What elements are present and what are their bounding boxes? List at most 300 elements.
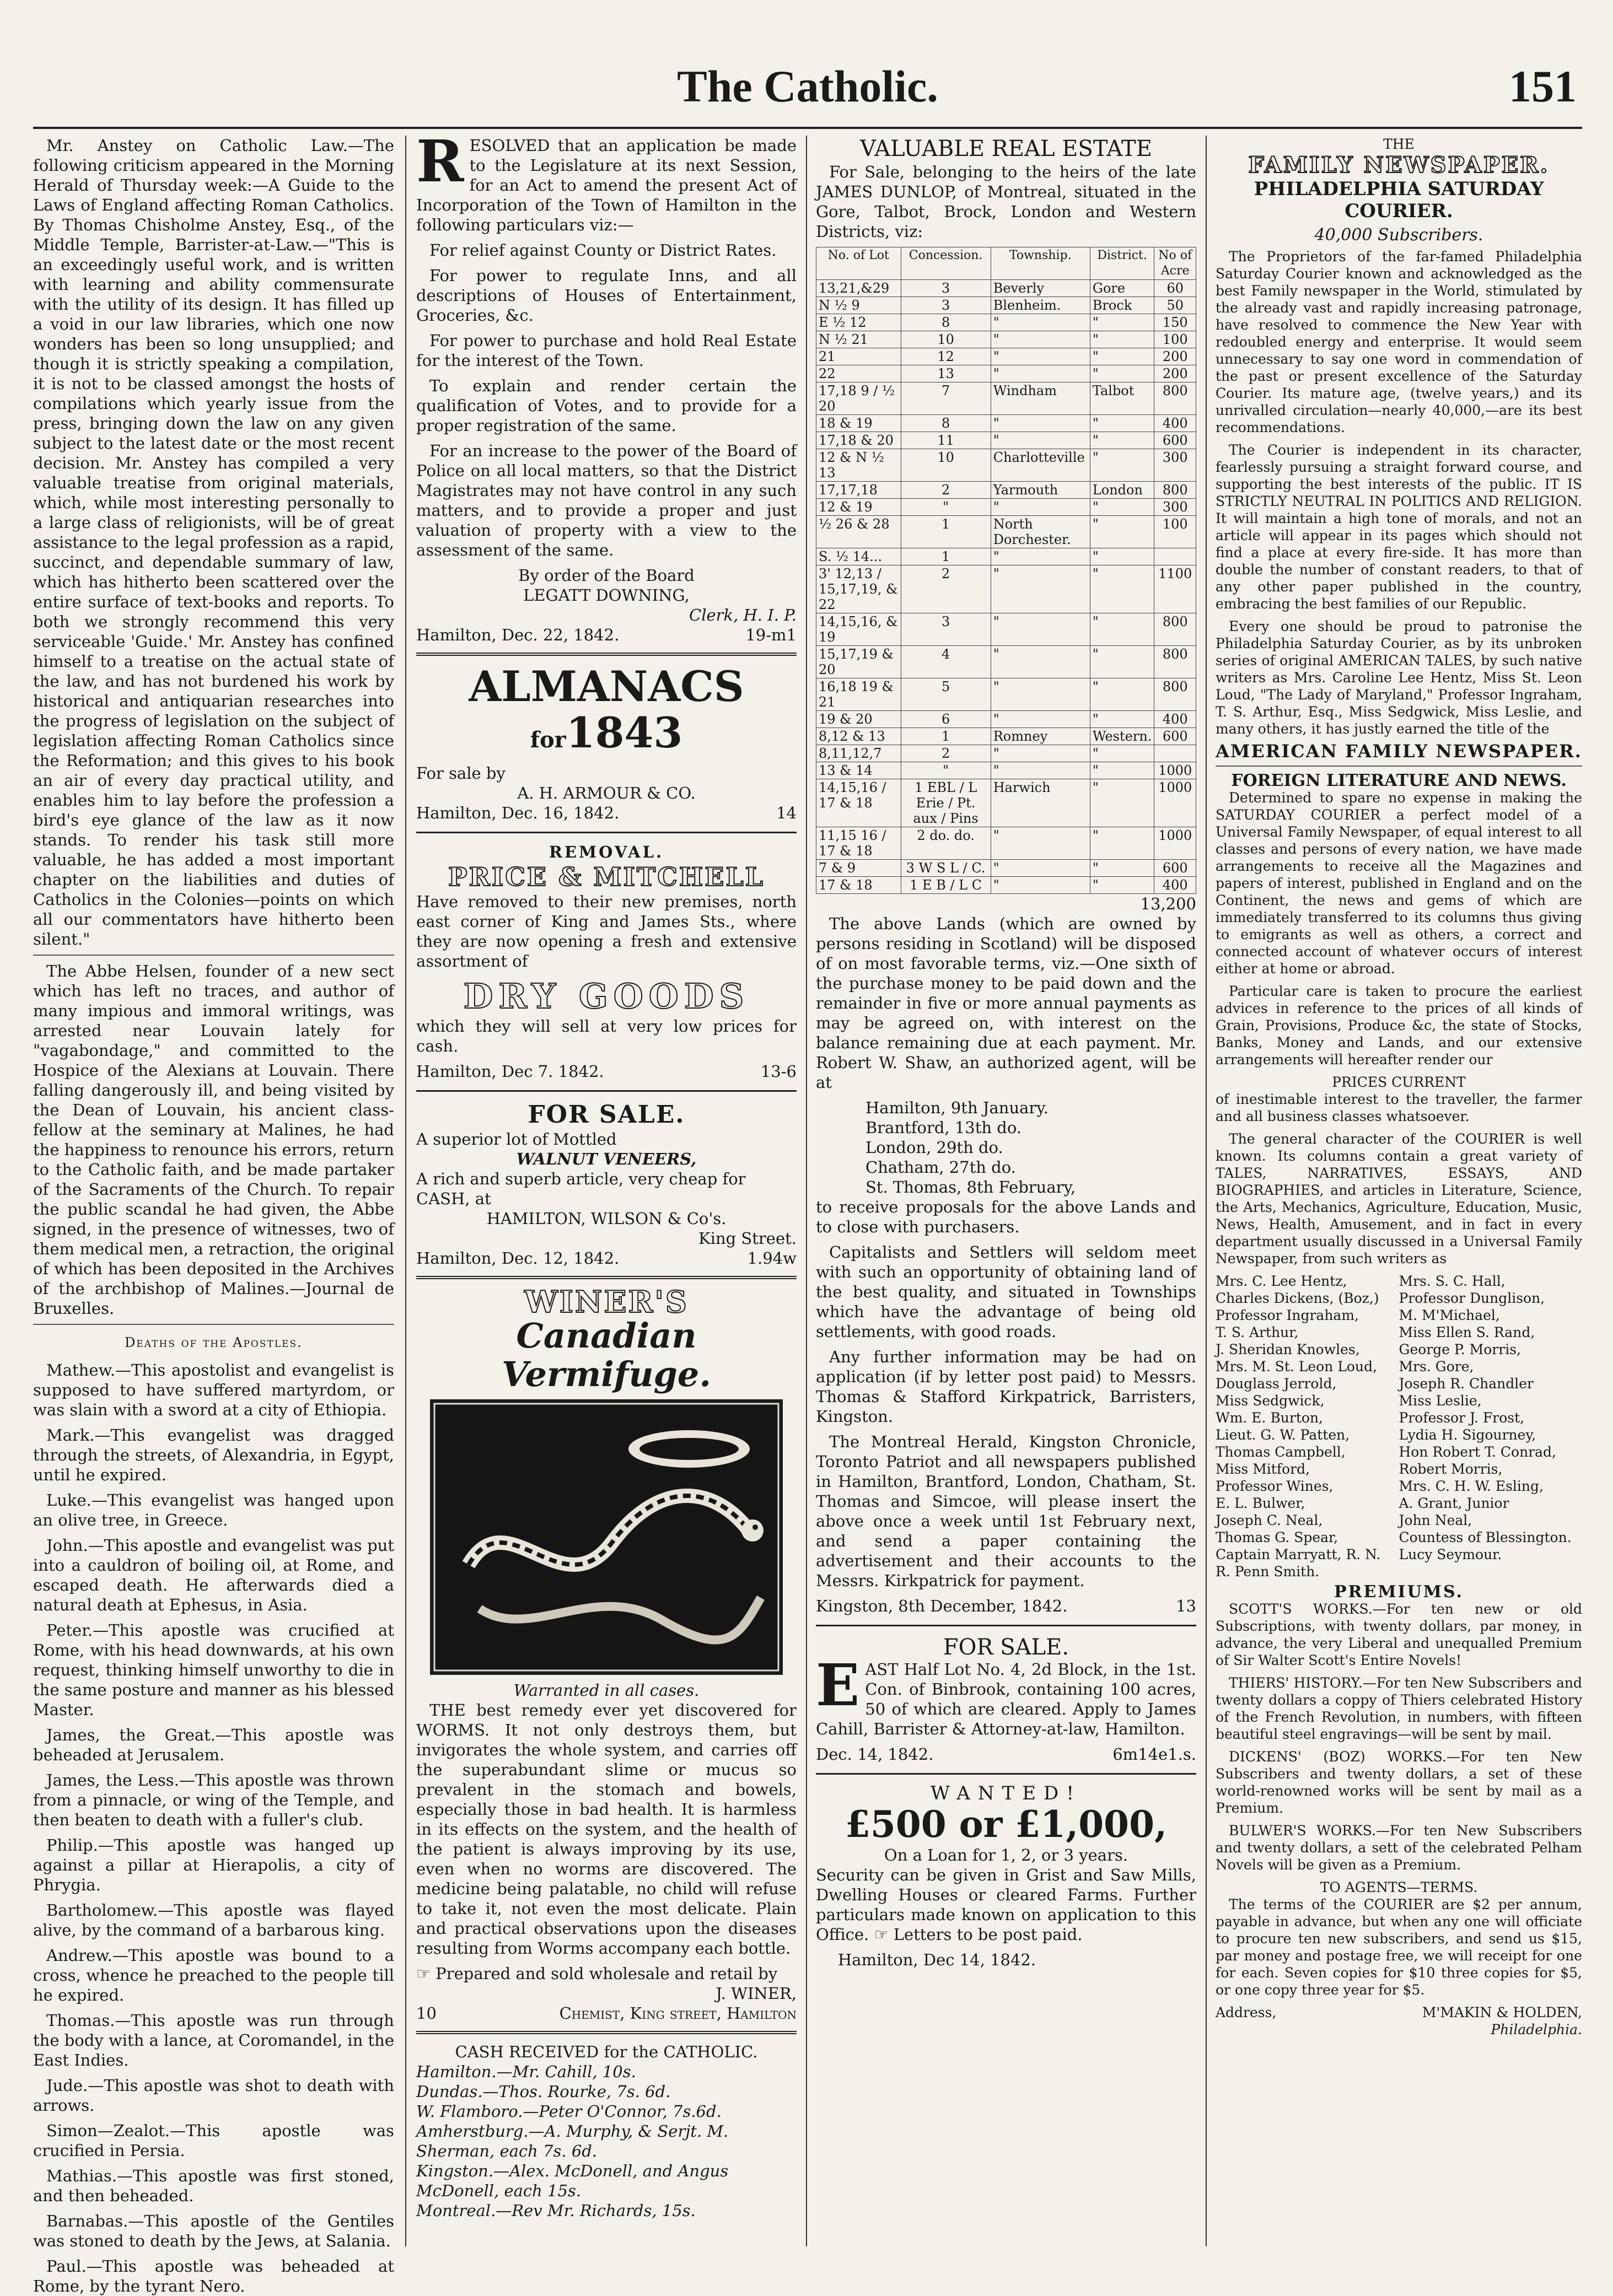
table-cell: 14,15,16 / 17 & 18 <box>816 779 901 827</box>
removal-text: Have removed to their new premises, north east corner of King and James Sts., where they are now opening a fresh and extensive assortment of <box>416 892 797 971</box>
courier-paragraph: of inestimable interest to the traveller, the farmer and all business classes whatsoever. <box>1216 1091 1582 1124</box>
writer-name: Douglass Jerrold, <box>1216 1376 1337 1392</box>
writer-name: J. Sheridan Knowles, <box>1216 1341 1360 1357</box>
helsen-article: The Abbe Helsen, founder of a new sect which has left no traces, and author of many impious and immoral writings, was arrested near Louvain lately for "vagabondage," and committed to the Hospice of the Alexians at Louvain. There falling dangerously ill, and being visited by the Dean of Louvain, his ancient class-fellow at the seminary at Malines, he had the happiness to renounce his errors, return to the Catholic faith, and be made partaker of the Sacraments of the Church. To repair the public scandal he had given, the Abbe signed, in the presence of witnesses, two of them medical men, a retraction, the original of which has been deposited in the Archives of the archbishop of Malines.—Journal de Bruxelles. <box>33 962 394 1318</box>
lands-table-body <box>816 280 1196 894</box>
table-cell: " <box>991 877 1090 894</box>
writer-name: Thomas Campbell, <box>1216 1444 1346 1460</box>
table-cell: 17 & 18 <box>816 877 901 894</box>
table-cell: " <box>991 499 1090 516</box>
estate-total: 13,200 <box>1140 894 1196 913</box>
writers-list <box>1216 1273 1582 1580</box>
resolved-notice <box>416 127 797 645</box>
table-cell: 17,18 9 / ½ 20 <box>816 382 901 415</box>
table-cell <box>1154 745 1196 762</box>
forsale-street: King Street. <box>698 1229 797 1248</box>
terms-paragraph: The terms of the COURIER are $2 per annum, payable in advance, but when any one will officiate to procure ten new subscribers, and send us $15, par money and postage free, we will receipt for one for each. Seven copies for $10 three copies for $5, or one copy three year for $5. <box>1216 1896 1582 1998</box>
writer-name: Joseph R. Chandler <box>1399 1376 1534 1392</box>
table-cell: " <box>991 711 1090 728</box>
courier-paragraph: Every one should be proud to patronise the Philadelphia Saturday Courier, as by its unbroken series of original AMERICAN TALES, by such native writers as Mrs. Caroline Lee Hentz, Miss St. Leon Loud, "The Lady of Maryland," Professor Ingraham, T. S. Arthur, Esq., Miss Sedgwick, Miss Leslie, and many others, it has justly earned the title of the <box>1216 618 1582 737</box>
table-cell: " <box>1090 762 1154 779</box>
table-cell: 1100 <box>1154 565 1196 613</box>
table-cell: 3 W S L / C. <box>901 860 991 877</box>
apostle-entry: Luke.—This evangelist was hanged upon an olive tree, in Greece. <box>33 1491 394 1529</box>
table-cell: " <box>1090 331 1154 348</box>
table-cell: " <box>991 745 1090 762</box>
code: 1.94w <box>747 1249 797 1268</box>
winer-caption: Warranted in all cases. <box>513 1681 700 1700</box>
table-cell: 10 <box>901 331 991 348</box>
table-cell: " <box>991 348 1090 365</box>
anstey-article: Mr. Anstey on Catholic Law.—The following criticism appeared in the Morning Herald of Thursday week:—A Guide to the Laws of England affecting Roman Catholics. By Thomas Chisholme Anstey, Esq., of the Middle Temple, Barrister-at-Law.—"This is an exceedingly useful work, and is written with learning and ability commensurate with the utility of its design. It has filled up a void in our law libraries, which one now wonders has been so long unsupplied; and though it is strictly speaking a compilation, it is not to be classed amongst the hosts of compilations which yearly issue from the press, bringing down the law on any given subject to the latest date or the most recent decision. Mr. Anstey has compiled a very valuable treatise from original materials, which, while most interesting personally to a large class of religionists, will be of great assistance to the legal profession as a rapid, succinct, and dependable summary of law, which has hitherto been scattered over the entire surface of text-books and reports. To both we strongly recommend this very serviceable 'Guide.' Mr. Anstey has confined himself to a treatise on the actual state of the law, and has not burdened his work by historical and antiquarian researches into the progress of legislation on the subject of legislation affecting Roman Catholics since the Reformation; and this gives to his book an air of every day practical utility, and enables him to lay before the profession a bird's eye glance of the law as it now stands. To render his task still more valuable, he has added a most important chapter on the liabilities and duties of Catholics in the Colonies—points on which all our commentators have hitherto been silent." <box>33 136 394 948</box>
table-cell: 400 <box>1154 877 1196 894</box>
loan-terms: On a Loan for 1, 2, or 3 years. <box>884 1846 1128 1864</box>
wanted-date: Hamilton, Dec 14, 1842. <box>838 1950 1036 1969</box>
courier-paragraph: Determined to spare no expense in making the SATURDAY COURIER a perfect model of a Universal Family Newspaper, of equal interest to all classes and persons of every nation, we have made arrangements to receive all the Magazines and papers of interest, published in England and on the Continent, the news and gems of which are immediately transferred to its columns thus giving to emigrants as well as others, a correct and connected account of whatever occurs of interest either at home or abroad. <box>1216 790 1582 977</box>
date: Hamilton, Dec. 22, 1842. <box>416 626 620 644</box>
estate-dateline <box>816 1596 1196 1616</box>
table-cell: " <box>991 365 1090 382</box>
table-row <box>816 516 1196 548</box>
table-cell: 11,15 16 / 17 & 18 <box>816 827 901 860</box>
column-header: No. of Lot <box>816 247 901 280</box>
apostle-entry: Jude.—This apostle was shot to death with arrows. <box>33 2076 394 2115</box>
table-cell: " <box>991 860 1090 877</box>
resolved-order: By order of the Board <box>518 566 695 585</box>
almanacs-heading <box>416 664 797 763</box>
writer-name: R. Penn Smith. <box>1216 1564 1320 1580</box>
table-cell: ½ 26 & 28 <box>816 516 901 548</box>
writer-name: Lydia H. Sigourney, <box>1399 1427 1536 1443</box>
table-row <box>816 711 1196 728</box>
table-cell: " <box>1090 779 1154 827</box>
apostle-entry: Mathias.—This apostle was first stoned, and then beheaded. <box>33 2166 394 2205</box>
winer-name: J. WINER, <box>716 1984 797 2003</box>
resolved-item: For power to purchase and hold Real Estate for the interest of the Town. <box>416 331 797 370</box>
table-cell: S. ½ 14... <box>816 548 901 565</box>
estate-body-4: Any further information may be had on application (if by letter post paid) to Messrs. Thomas & Stafford Kirkpatrick, Barristers, Kingston. <box>816 1348 1196 1426</box>
cash-line: Montreal.—Rev Mr. Richards, 15s. <box>416 2201 696 2220</box>
date: Hamilton, Dec. 12, 1842. <box>416 1249 620 1268</box>
publisher-name: M'MAKIN & HOLDEN, <box>1422 2004 1582 2020</box>
table-cell: 1 <box>901 728 991 745</box>
winer-address-line <box>416 2003 797 2023</box>
removal-text-2: which they will sell at very low prices for cash. <box>416 1017 797 1055</box>
table-cell: 800 <box>1154 646 1196 678</box>
code: 6m14e1.s. <box>1112 1745 1196 1764</box>
writer-name: Robert Morris, <box>1399 1461 1503 1477</box>
divider <box>816 1625 1196 1626</box>
cash-line: Hamilton.—Mr. Cahill, 10s. <box>416 2062 636 2081</box>
schedule <box>816 1098 1196 1197</box>
almanacs-seller: A. H. ARMOUR & CO. <box>517 784 696 802</box>
removal-dateline <box>416 1061 797 1081</box>
almanacs-dateline <box>416 803 797 823</box>
courier-heading: PHILADELPHIA SATURDAY COURIER. <box>1254 178 1544 222</box>
cash-line: Kingston.—Alex. McDonell, and Angus McDonell, each 15s. <box>416 2162 729 2200</box>
writer-name: Charles Dickens, (Boz,) <box>1216 1290 1379 1306</box>
table-cell: 3 <box>901 613 991 646</box>
table-row <box>816 499 1196 516</box>
table-cell: " <box>1090 613 1154 646</box>
code: 13 <box>1176 1597 1196 1615</box>
wanted-ad <box>816 1783 1196 1970</box>
table-cell: " <box>1090 499 1154 516</box>
lands-table <box>816 247 1196 894</box>
divider <box>1216 766 1582 767</box>
deaths-heading: Deaths of the Apostles. <box>125 1335 303 1350</box>
table-cell: 100 <box>1154 516 1196 548</box>
table-cell: 400 <box>1154 711 1196 728</box>
courier-address <box>1216 2004 1582 2021</box>
column-header: No of Acre <box>1154 247 1196 280</box>
table-cell: 8 <box>901 415 991 432</box>
premium-entry: DICKENS' (BOZ) WORKS.—For ten New Subscribers and twenty dollars, a set of these world-renowned works will be sent by mail as a Premium. <box>1216 1749 1582 1816</box>
apostle-entry: Mathew.—This apostolist and evangelist is supposed to have suffered martyrdom, or was slain with a sword at a city of Ethiopia. <box>33 1361 394 1419</box>
apostle-entry: Bartholomew.—This apostle was flayed alive, by the command of a barbarous king. <box>33 1901 394 1939</box>
cash-received <box>416 2042 797 2220</box>
forsale-line: A superior lot of Mottled <box>416 1130 617 1149</box>
schedule-line: Chatham, 27th do. <box>865 1158 1016 1177</box>
table-cell: 100 <box>1154 331 1196 348</box>
resolved-item: For relief against County or District Rates. <box>429 241 777 260</box>
table-cell: 1 <box>901 516 991 548</box>
premium-entry: BULWER'S WORKS.—For ten New Subscribers and twenty dollars, a sett of the celebrated Pelham Novels will be given as a Premium. <box>1216 1823 1582 1873</box>
courier-paragraph: The Courier is independent in its character, fearlessly pursuing a straight forward course, and supporting the best interests of the public. IT IS STRICTLY NEUTRAL IN POLITICS AND RELIGION. It will maintain a high tone of morals, and not an article will appear in its pages which should not find a place at every fire-side. It has more than double the number of constant readers, to that of any other paper published in the country, embracing the best families of our Republic. <box>1216 442 1582 612</box>
forsale-dateline <box>416 1248 797 1268</box>
writer-name: Joseph C. Neal, <box>1216 1512 1323 1528</box>
writer-name: Wm. E. Burton, <box>1216 1410 1324 1426</box>
writer-name: Professor Dunglison, <box>1399 1290 1545 1306</box>
estate-body-5: The Montreal Herald, Kingston Chronicle, Toronto Patriot and all newspapers published in Hamilton, Brantford, London, Chatham, St. Thomas and Simcoe, will please insert the above once a week until 1st February next, and send a paper containing the advertisement and their accounts to the Messrs. Kirkpatrick for payment. <box>816 1432 1196 1590</box>
american-family-heading: AMERICAN FAMILY NEWSPAPER. <box>1216 741 1582 762</box>
serpent-engraving-image <box>430 1399 783 1675</box>
table-cell: 200 <box>1154 365 1196 382</box>
column-2 <box>416 127 797 2246</box>
table-cell: 1 EBL / L Erie / Pt. aux / Pins <box>901 779 991 827</box>
column-1 <box>33 136 394 2295</box>
column-header: Township. <box>991 247 1090 280</box>
writer-name: Mrs. C. Lee Hentz, <box>1216 1273 1347 1289</box>
table-cell: 12 & N ½ 13 <box>816 449 901 482</box>
table-cell: 17,17,18 <box>816 482 901 499</box>
table-cell: 200 <box>1154 348 1196 365</box>
cash-line: Dundas.—Thos. Rourke, 7s. 6d. <box>416 2082 671 2101</box>
winer-body: THE best remedy ever yet discovered for WORMS. It not only destroys them, but invigorates the whole system, and carries off the superabundant slime or mucus so prevalent in the stomach and bowels, especially those in bad health. It is harmless in its effects on the system, and the health of the patient is always improving by its use, even when no worms are discovered. The medicine being palatable, no child will refuse to take it, not even the most delicate. Plain and practical observations upon the diseases resulting from Worms accompany each bottle. <box>416 1701 797 1958</box>
forsale-item: WALNUT VENEERS, <box>516 1150 697 1168</box>
table-cell: 2 <box>901 745 991 762</box>
table-cell: 800 <box>1154 382 1196 415</box>
winer-address: Chemist, King street, Hamilton <box>559 2004 797 2023</box>
table-cell: Blenheim. <box>991 297 1090 314</box>
writer-name: Thomas G. Spear, <box>1216 1529 1338 1545</box>
table-cell: 800 <box>1154 678 1196 711</box>
table-row <box>816 365 1196 382</box>
table-cell: E ½ 12 <box>816 314 901 331</box>
table-cell: 12 <box>901 348 991 365</box>
divider <box>416 1090 797 1092</box>
table-row <box>816 432 1196 449</box>
table-cell: " <box>1090 548 1154 565</box>
table-cell: 800 <box>1154 482 1196 499</box>
table-cell: 21 <box>816 348 901 365</box>
almanacs-ad <box>416 664 797 823</box>
courier-paragraph: The general character of the COURIER is well known. Its columns contain a great variety of TALES, NARRATIVES, ESSAYS, AND BIOGRAPHIES, and articles in Literature, Science, the Arts, Mechanics, Agriculture, Education, Music, News, Health, Amusement, and in fact in every department usually discussed in a Universal Family Newspaper, from such writers as <box>1216 1131 1582 1266</box>
table-cell: " <box>1090 365 1154 382</box>
table-cell: 16,18 19 & 21 <box>816 678 901 711</box>
table-cell: Romney <box>991 728 1090 745</box>
table-row <box>816 779 1196 827</box>
table-cell: 5 <box>901 678 991 711</box>
apostle-entry: John.—This apostle and evangelist was put into a cauldron of boiling oil, at Rome, and escaped death. He afterwards died a natural death at Ephesus, in Asia. <box>33 1536 394 1614</box>
date: Hamilton, Dec. 16, 1842. <box>416 804 620 822</box>
schedule-line: Hamilton, 9th January. <box>865 1098 1049 1117</box>
estate-body-3: Capitalists and Settlers will seldom meet with such an opportunity of obtaining land of the best quality, and situated in Townships which have the advantage of being old settlements, with good roads. <box>816 1243 1196 1341</box>
table-cell: Windham <box>991 382 1090 415</box>
table-cell: 1000 <box>1154 827 1196 860</box>
table-cell: 1 E B / L C <box>901 877 991 894</box>
table-cell: 11 <box>901 432 991 449</box>
apostle-entry: Barnabas.—This apostle of the Gentiles was stoned to death by the Jews, at Salania. <box>33 2212 394 2250</box>
table-cell: 400 <box>1154 415 1196 432</box>
table-cell: Brock <box>1090 297 1154 314</box>
writer-name: Captain Marryatt, R. N. <box>1216 1546 1381 1562</box>
table-row <box>816 646 1196 678</box>
column-header: District. <box>1090 247 1154 280</box>
table-cell: 60 <box>1154 280 1196 297</box>
date: Kingston, 8th December, 1842. <box>816 1597 1068 1615</box>
resolved-name: LEGATT DOWNING, <box>523 586 690 605</box>
table-cell: " <box>991 548 1090 565</box>
table-cell: 600 <box>1154 728 1196 745</box>
writer-name <box>1399 1563 1583 1580</box>
forsale-seller: HAMILTON, WILSON & Co's. <box>486 1209 727 1228</box>
table-cell: 15,17,19 & 20 <box>816 646 901 678</box>
winer-ad <box>416 1284 797 2023</box>
table-row <box>816 348 1196 365</box>
table-cell: 50 <box>1154 297 1196 314</box>
table-cell: " <box>1090 516 1154 548</box>
table-cell: " <box>991 613 1090 646</box>
premiums-heading: PREMIUMS. <box>1334 1582 1464 1602</box>
table-cell: 300 <box>1154 449 1196 482</box>
almanacs-for: for <box>530 727 566 753</box>
divider <box>816 1773 1196 1775</box>
resolved-intro: ESOLVED that an application be made to the Legislature at its next Session, for an Act to amend the present Act of Incorporation of the Town of Hamilton in the following particulars viz:— <box>416 136 797 234</box>
table-cell: " <box>1090 348 1154 365</box>
table-cell: 1000 <box>1154 779 1196 827</box>
almanacs-word: ALMANACS <box>469 662 744 711</box>
table-row <box>816 565 1196 613</box>
table-cell: 600 <box>1154 432 1196 449</box>
cash-line: Amherstburg.—A. Murphy, & Serjt. M. Sherman, each 7s. 6d. <box>416 2122 729 2160</box>
apostle-entry: James, the Less.—This apostle was thrown from a pinnacle, or wing of the Temple, and then beaten to death with a fuller's club. <box>33 1771 394 1829</box>
table-cell: 7 & 9 <box>816 860 901 877</box>
table-row <box>816 280 1196 297</box>
table-row <box>816 827 1196 860</box>
table-cell: " <box>991 314 1090 331</box>
divider <box>416 832 797 833</box>
wanted-body: Security can be given in Grist and Saw Mills, Dwelling Houses or cleared Farms. Further particulars made known on application to this Office. ☞ Letters to be post paid. <box>816 1866 1196 1944</box>
table-cell: 2 <box>901 565 991 613</box>
column-header: Concession. <box>901 247 991 280</box>
table-cell: Yarmouth <box>991 482 1090 499</box>
table-cell: 7 <box>901 382 991 415</box>
table-cell: 300 <box>1154 499 1196 516</box>
table-cell: " <box>1090 877 1154 894</box>
date: Dec. 14, 1842. <box>816 1745 934 1764</box>
dropcap: E <box>816 1651 860 1719</box>
table-cell: " <box>991 762 1090 779</box>
code: 10 <box>416 2004 437 2023</box>
estate-body-2: to receive proposals for the above Lands and to close with purchasers. <box>816 1198 1196 1236</box>
forsale2-dateline <box>816 1744 1196 1764</box>
removal-heading: REMOVAL. <box>549 843 664 861</box>
schedule-line: London, 29th do. <box>865 1138 1003 1157</box>
table-cell: " <box>991 565 1090 613</box>
resolved-dateline <box>416 625 797 645</box>
apostle-entry: Philip.—This apostle was hanged up against a pillar at Hierapolis, a city of Phrygia. <box>33 1836 394 1894</box>
table-cell: 13 <box>901 365 991 382</box>
table-cell: 22 <box>816 365 901 382</box>
table-row <box>816 331 1196 348</box>
code: 13-6 <box>760 1062 797 1081</box>
apostle-entry: James, the Great.—This apostle was beheaded at Jerusalem. <box>33 1726 394 1764</box>
table-cell: 13 & 14 <box>816 762 901 779</box>
serpent-illustration <box>430 1399 783 1675</box>
table-cell: 600 <box>1154 860 1196 877</box>
table-cell: 1 <box>901 548 991 565</box>
table-row <box>816 449 1196 482</box>
table-row <box>816 314 1196 331</box>
table-cell: 3 <box>901 280 991 297</box>
foreign-heading: FOREIGN LITERATURE AND NEWS. <box>1231 771 1567 790</box>
table-cell: " <box>1090 565 1154 613</box>
dry-goods-banner: DRY GOODS <box>463 976 750 1016</box>
removal-ad <box>416 842 797 1081</box>
divider <box>33 955 394 956</box>
table-cell: 12 & 19 <box>816 499 901 516</box>
table-cell: London <box>1090 482 1154 499</box>
table-row <box>816 860 1196 877</box>
writer-name: Professor Wines, <box>1216 1478 1334 1494</box>
table-cell: " <box>991 415 1090 432</box>
table-cell: N ½ 9 <box>816 297 901 314</box>
column-rule <box>1206 136 1207 2246</box>
table-cell: 2 do. do. <box>901 827 991 860</box>
table-row <box>816 762 1196 779</box>
veneers-ad <box>416 1101 797 1268</box>
table-cell: 2 <box>901 482 991 499</box>
table-row <box>816 877 1196 894</box>
apostle-entry: Thomas.—This apostle was run through the body with a lance, at Coromandel, in the East Indies. <box>33 2011 394 2069</box>
premium-entry: THIERS' HISTORY.—For ten New Subscribers and twenty dollars a coppy of Thiers celebrated History of the French Revolution, in numbers, with fifteen beautiful steel engravings—will be sent by mail. <box>1216 1675 1582 1742</box>
table-cell: Beverly <box>991 280 1090 297</box>
table-cell: 8 <box>901 314 991 331</box>
table-cell: N ½ 21 <box>816 331 901 348</box>
cash-line: W. Flamboro.—Peter O'Connor, 7s.6d. <box>416 2102 722 2121</box>
table-cell: 150 <box>1154 314 1196 331</box>
divider <box>416 2031 797 2034</box>
table-cell: " <box>1090 415 1154 432</box>
table-row <box>816 678 1196 711</box>
prices-current-heading: PRICES CURRENT <box>1332 1074 1466 1090</box>
writer-name: T. S. Arthur, <box>1216 1324 1299 1340</box>
table-cell: 17,18 & 20 <box>816 432 901 449</box>
apostle-entry: Paul.—This apostle was beheaded at Rome, by the tyrant Nero. <box>33 2257 394 2295</box>
table-cell: " <box>991 432 1090 449</box>
resolved-item: For an increase to the power of the Board of Police on all local matters, so that the District Magistrates may not have control in any such matters, and to provide a proper and just valuation of property with a view to the assessment of the same. <box>416 441 797 559</box>
forsale-line-2: A rich and superb article, very cheap for CASH, at <box>416 1169 746 1208</box>
table-cell: " <box>901 762 991 779</box>
table-cell: 10 <box>901 449 991 482</box>
writer-name: Professor Ingraham, <box>1216 1307 1359 1323</box>
table-cell: 1000 <box>1154 762 1196 779</box>
newspaper-title: The Catholic. <box>677 61 938 111</box>
binbrook-ad <box>816 1635 1196 1764</box>
dropcap: R <box>416 127 464 195</box>
winer-heading: WINER'S <box>524 1284 689 1319</box>
writer-name: George P. Morris, <box>1399 1341 1521 1357</box>
the-label: THE <box>1383 136 1415 152</box>
table-cell: 6 <box>901 711 991 728</box>
table-cell: 19 & 20 <box>816 711 901 728</box>
masthead <box>33 22 1582 129</box>
estate-heading: VALUABLE REAL ESTATE <box>860 136 1152 161</box>
table-cell: 4 <box>901 646 991 678</box>
table-cell: Western. <box>1090 728 1154 745</box>
writer-name: Hon Robert T. Conrad, <box>1399 1444 1556 1460</box>
writer-name: A. Grant, Junior <box>1399 1495 1509 1511</box>
table-cell: North Dorchester. <box>991 516 1090 548</box>
writer-name: Professor J. Frost, <box>1399 1410 1525 1426</box>
column-3 <box>816 136 1196 2246</box>
table-cell: " <box>991 827 1090 860</box>
table-cell: Charlotteville <box>991 449 1090 482</box>
table-cell: 8,12 & 13 <box>816 728 901 745</box>
table-cell: " <box>1090 860 1154 877</box>
writer-name: Miss Ellen S. Rand, <box>1399 1324 1535 1340</box>
date: Hamilton, Dec 7. 1842. <box>416 1062 604 1081</box>
estate-intro: For Sale, belonging to the heirs of the late JAMES DUNLOP, of Montreal, situated in the Gore, Talbot, Brock, London and Western Districts, viz: <box>816 163 1196 241</box>
writer-name: Miss Sedgwick, <box>1216 1393 1325 1409</box>
subscribers-line: 40,000 Subscribers. <box>1314 225 1483 245</box>
apostle-entry: Peter.—This apostle was crucified at Rome, with his head downwards, at his own request, thinking himself unworthy to die in the same posture and manner as his blessed Master. <box>33 1621 394 1719</box>
writer-name: John Neal, <box>1399 1512 1472 1528</box>
writer-name: Miss Mitford, <box>1216 1461 1310 1477</box>
table-row <box>816 745 1196 762</box>
table-cell: " <box>1090 711 1154 728</box>
writer-name: Lieut. G. W. Patten, <box>1216 1427 1350 1443</box>
wanted-heading: WANTED! <box>931 1782 1082 1804</box>
apostle-entry: Andrew.—This apostle was bound to a cross, whence he preached to the people till he expired. <box>33 1946 394 2004</box>
table-cell: 13,21,&29 <box>816 280 901 297</box>
table-cell: " <box>1090 678 1154 711</box>
table-cell <box>1154 548 1196 565</box>
table-row <box>816 415 1196 432</box>
forsale-heading: FOR SALE. <box>528 1101 685 1129</box>
table-cell: 3' 12,13 / 15,17,19, & 22 <box>816 565 901 613</box>
real-estate-ad <box>816 136 1196 1616</box>
address-label: Address, <box>1216 2004 1277 2020</box>
writer-name: Countess of Blessington. <box>1399 1529 1572 1545</box>
writer-name: Mrs. Gore, <box>1399 1359 1474 1375</box>
writer-name: Mrs. M. St. Leon Loud, <box>1216 1359 1378 1375</box>
table-cell: " <box>1090 827 1154 860</box>
columns <box>33 127 1582 2295</box>
table-cell: " <box>901 499 991 516</box>
agents-heading: TO AGENTS—TERMS. <box>1320 1879 1478 1895</box>
